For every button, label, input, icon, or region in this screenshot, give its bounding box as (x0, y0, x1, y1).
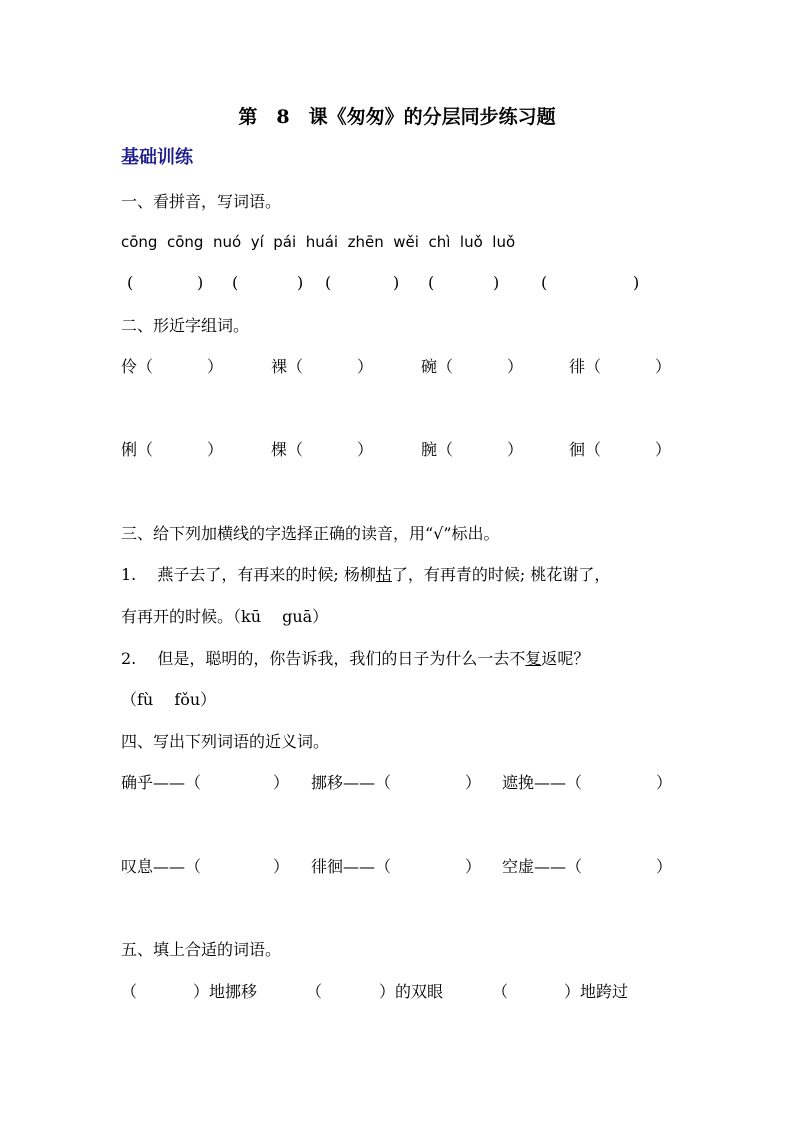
q3-item-1-line-1 (121, 565, 610, 585)
q3-item-1-text-a: 1. 燕子去了，有再来的时候; 杨柳 (121, 565, 376, 584)
blank-close: ) (297, 273, 304, 292)
blank-open: ( (232, 273, 239, 292)
q4-close: ） (273, 857, 290, 876)
q1-pinyin: cōng cōng nuó yí pái huái zhēn wěi chì luǒ luǒ (121, 233, 516, 251)
q1-blanks (121, 273, 721, 293)
q5-phrase: ）的双眼 (379, 982, 444, 1001)
q5-open: （ (306, 982, 323, 1001)
q2-word: 徘（ (569, 357, 602, 376)
q2-word: 棵（ (271, 440, 304, 459)
q2-word: 伶（ (121, 357, 154, 376)
q3-item-1-underlined: 枯 (375, 565, 392, 584)
q4-row-2 (121, 857, 721, 877)
q4-close: ） (465, 773, 482, 792)
q2-close: ） (507, 357, 524, 376)
q5-open: （ (492, 982, 509, 1001)
q2-word: 碗（ (421, 357, 454, 376)
q3-heading: 三、给下列加横线的字选择正确的读音，用“√”标出。 (121, 524, 500, 543)
page-title: 第 8 课《匆匆》的分层同步练习题 (238, 106, 556, 128)
q4-close: ） (465, 857, 482, 876)
blank-open: ( (325, 273, 332, 292)
q4-word: 遮挽——（ (502, 773, 583, 792)
q2-row-2 (121, 440, 721, 460)
q2-heading: 二、形近字组词。 (121, 316, 250, 335)
q2-word: 裸（ (271, 357, 304, 376)
q3-item-2-underlined: 复 (525, 649, 542, 668)
q3-item-1-line-2: 有再开的时候。（kū guā） (121, 607, 329, 626)
q4-close: ） (273, 773, 290, 792)
q5-open: （ (121, 982, 138, 1001)
q3-item-1-text-b: 了，有再青的时候; 桃花谢了， (391, 565, 611, 584)
q2-close: ） (655, 357, 672, 376)
blank-close: ) (197, 273, 204, 292)
q5-heading: 五、填上合适的词语。 (121, 940, 282, 959)
q3-item-2-text-b: 返呢？ (541, 649, 590, 668)
q3-item-2-line-1 (121, 649, 589, 669)
blank-close: ) (393, 273, 400, 292)
q2-close: ） (357, 357, 374, 376)
blank-close: ) (633, 273, 640, 292)
q2-close: ） (357, 440, 374, 459)
blank-open: ( (127, 273, 134, 292)
q2-word: 俐（ (121, 440, 154, 459)
q4-word: 徘徊——（ (311, 857, 392, 876)
q5-phrase: ）地挪移 (193, 982, 258, 1001)
q4-word: 挪移——（ (311, 773, 392, 792)
q2-row-1 (121, 357, 721, 377)
blank-close: ) (493, 273, 500, 292)
q1-heading: 一、看拼音，写词语。 (121, 192, 282, 211)
q4-heading: 四、写出下列词语的近义词。 (121, 732, 330, 751)
q5-row (121, 982, 721, 1002)
q2-close: ） (207, 357, 224, 376)
q3-item-2-line-2: （fù fǒu） (121, 690, 217, 709)
q2-word: 徊（ (569, 440, 602, 459)
q4-close: ） (656, 857, 673, 876)
q5-phrase: ）地跨过 (564, 982, 629, 1001)
blank-open: ( (428, 273, 435, 292)
q4-word: 空虚——（ (502, 857, 583, 876)
q4-word: 叹息——（ (121, 857, 202, 876)
q4-row-1 (121, 773, 721, 793)
q2-close: ） (207, 440, 224, 459)
section-subhead: 基础训练 (121, 147, 193, 168)
q2-close: ） (655, 440, 672, 459)
q2-close: ） (507, 440, 524, 459)
q2-word: 腕（ (421, 440, 454, 459)
q4-close: ） (656, 773, 673, 792)
q3-item-2-text-a: 2. 但是，聪明的，你告诉我，我们的日子为什么一去不 (121, 649, 526, 668)
blank-open: ( (541, 273, 548, 292)
q4-word: 确乎——（ (121, 773, 202, 792)
